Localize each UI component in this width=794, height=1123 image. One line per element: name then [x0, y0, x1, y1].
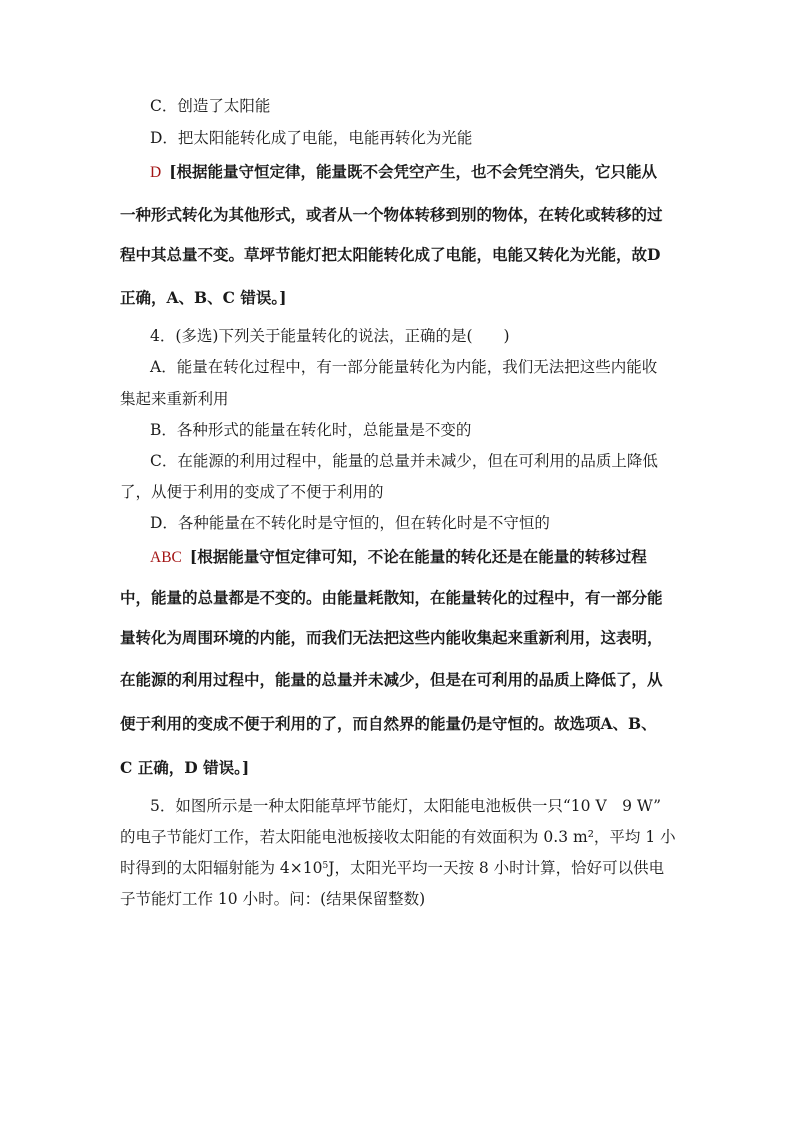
q3-explanation-line-1: D [根据能量守恒定律，能量既不会凭空产生，也不会凭空消失，它只能从 [150, 162, 658, 181]
q3-explanation-line-4: 正确，A、B、C 错误。] [120, 288, 287, 307]
q3-explanation-line-2: 一种形式转化为其他形式，或者从一个物体转移到别的物体，在转化或转移的过 [120, 205, 663, 224]
q4-explanation-line-2: 中，能量的总量都是不变的。由能量耗散知，在能量转化的过程中，有一部分能 [120, 588, 663, 607]
q3-explanation-line-3: 程中其总量不变。草坪节能灯把太阳能转化成了电能，电能又转化为光能，故D [120, 245, 661, 264]
q4-explanation-line-5: 便于利用的变成不便于利用的了，而自然界的能量仍是守恒的。故选项A、B、 [120, 714, 657, 733]
q3-answer: D [150, 164, 162, 181]
q5-line-3: 时得到的太阳辐射能为 $4\times 10^5J$，太阳光平均一天按 8 小时计算，恰好可以供电 [120, 859, 665, 877]
q4-option-a-line-2: 集起来重新利用 [120, 390, 229, 408]
q4-option-b: B．各种形式的能量在转化时，总能量是不变的 [150, 421, 472, 439]
q4-stem: 4．(多选)下列关于能量转化的说法，正确的是( ) [150, 327, 510, 345]
q4-answer: ABC [150, 549, 182, 566]
q4-explanation-line-3: 量转化为周围环境的内能，而我们无法把这些内能收集起来重新利用，这表明， [120, 628, 663, 647]
q5-line-1: 5．如图所示是一种太阳能草坪节能灯，太阳能电池板供一只“10 V 9 W” [150, 797, 662, 815]
q3-option-d: D．把太阳能转化成了电能，电能再转化为光能 [150, 129, 473, 147]
q4-explanation-line-6: C 正确，D 错误。] [120, 758, 250, 777]
q4-explanation-line-1: ABC [根据能量守恒定律可知，不论在能量的转化还是在能量的转移过程 [150, 547, 647, 566]
q5-line-2: 的电子节能灯工作，若太阳能电池板接收太阳能的有效面积为 0.3 m²，平均 1 小 [120, 828, 676, 846]
q3-option-c: C．创造了太阳能 [150, 97, 271, 115]
q4-option-a-line-1: A．能量在转化过程中，有一部分能量转化为内能，我们无法把这些内能收 [150, 358, 658, 376]
q4-option-d: D．各种能量在不转化时是守恒的，但在转化时是不守恒的 [150, 514, 550, 532]
q4-option-c-line-2: 了，从便于利用的变成了不便于利用的 [120, 483, 384, 501]
q4-explanation-line-4: 在能源的利用过程中，能量的总量并未减少，但是在可利用的品质上降低了，从 [120, 670, 663, 689]
q4-option-c-line-1: C．在能源的利用过程中，能量的总量并未减少，但在可利用的品质上降低 [150, 452, 658, 470]
q5-line-4: 子节能灯工作 10 小时。问：(结果保留整数) [120, 890, 426, 908]
